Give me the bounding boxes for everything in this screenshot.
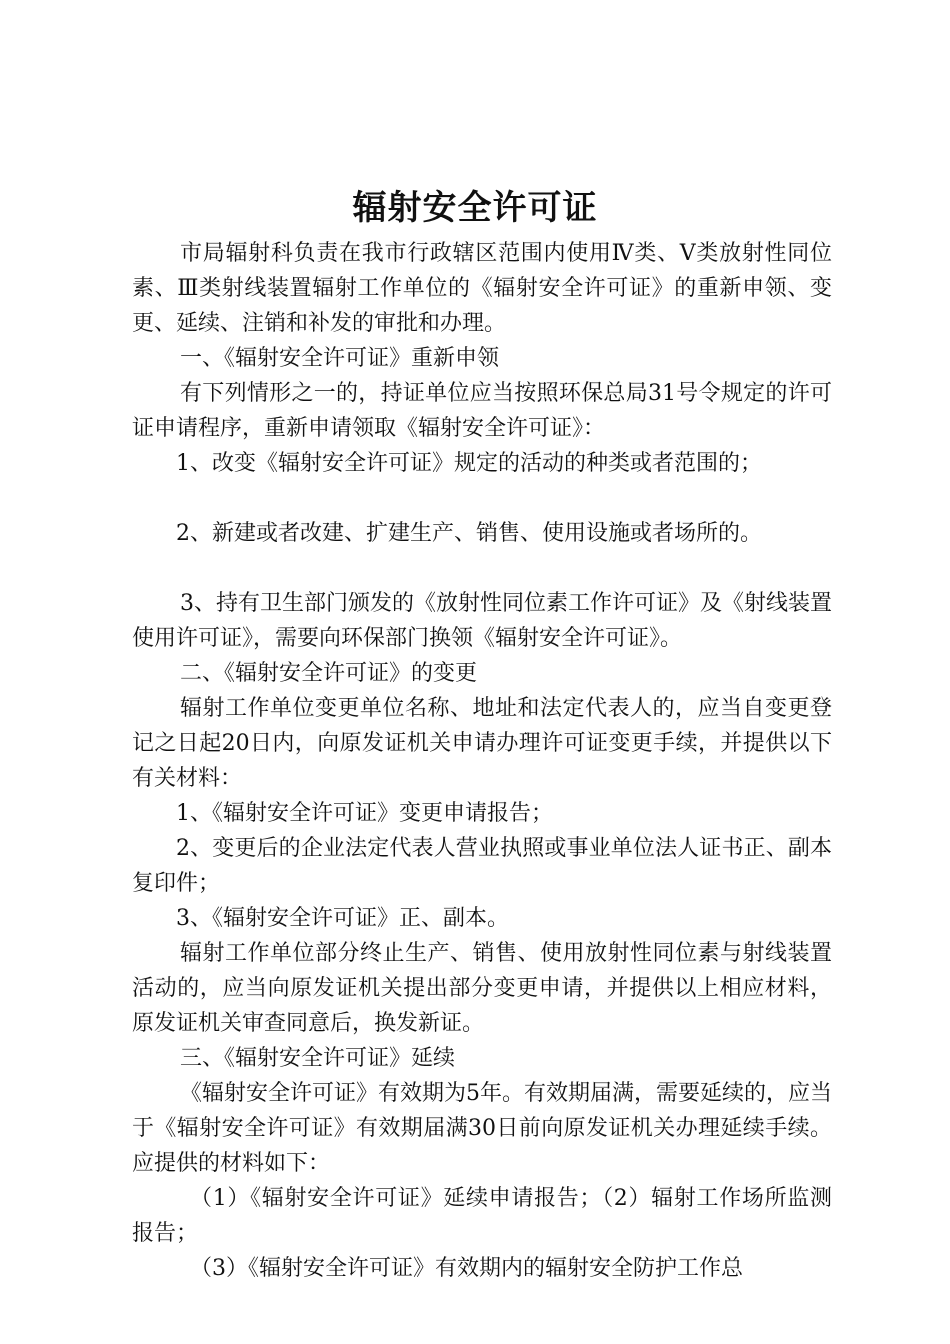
- reapply-item-2: 2、新建或者改建、扩建生产、销售、使用设施或者场所的。: [176, 521, 762, 546]
- change-paragraph: 辐射工作单位变更单位名称、地址和法定代表人的，应当自变更登记之日起20日内，向原发证机关申请办理许可证变更手续，并提供以下有关材料：: [132, 696, 832, 791]
- section-heading-reapply: 一、《辐射安全许可证》重新申领: [180, 346, 500, 371]
- reapply-item-3: 3、持有卫生部门颁发的《放射性同位素工作许可证》及《射线装置使用许可证》，需要向环保部门换领《辐射安全许可证》。: [132, 591, 832, 651]
- renewal-materials-1-2: （1）《辐射安全许可证》延续申请报告；（2）辐射工作场所监测报告；: [132, 1186, 832, 1246]
- section-heading-change: 二、《辐射安全许可证》的变更: [180, 661, 478, 686]
- intro-paragraph: 市局辐射科负责在我市行政辖区范围内使用Ⅳ类、Ⅴ类放射性同位素、Ⅲ类射线装置辐射工作单位的《辐射安全许可证》的重新申领、变更、延续、注销和补发的审批和办理。: [132, 241, 832, 336]
- renewal-material-3: （3）《辐射安全许可证》有效期内的辐射安全防护工作总: [190, 1256, 743, 1281]
- change-item-1: 1、《辐射安全许可证》变更申请报告；: [176, 801, 553, 826]
- change-item-3: 3、《辐射安全许可证》正、副本。: [176, 906, 509, 931]
- renewal-paragraph: 《辐射安全许可证》有效期为5年。有效期届满，需要延续的，应当于《辐射安全许可证》有效期届满30日前向原发证机关办理延续手续。应提供的材料如下：: [132, 1081, 832, 1176]
- reapply-item-1: 1、改变《辐射安全许可证》规定的活动的种类或者范围的；: [176, 451, 762, 476]
- partial-change-paragraph: 辐射工作单位部分终止生产、销售、使用放射性同位素与射线装置活动的，应当向原发证机关提出部分变更申请，并提供以上相应材料，原发证机关审查同意后，换发新证。: [132, 941, 832, 1036]
- change-item-2: 2、变更后的企业法定代表人营业执照或事业单位法人证书正、副本复印件；: [132, 836, 832, 896]
- section-heading-renewal: 三、《辐射安全许可证》延续: [180, 1046, 456, 1071]
- document-title: 辐射安全许可证: [352, 188, 598, 228]
- document-body: [132, 236, 832, 1286]
- reapply-paragraph: 有下列情形之一的，持证单位应当按照环保总局31号令规定的许可证申请程序，重新申请领取《辐射安全许可证》：: [132, 381, 832, 441]
